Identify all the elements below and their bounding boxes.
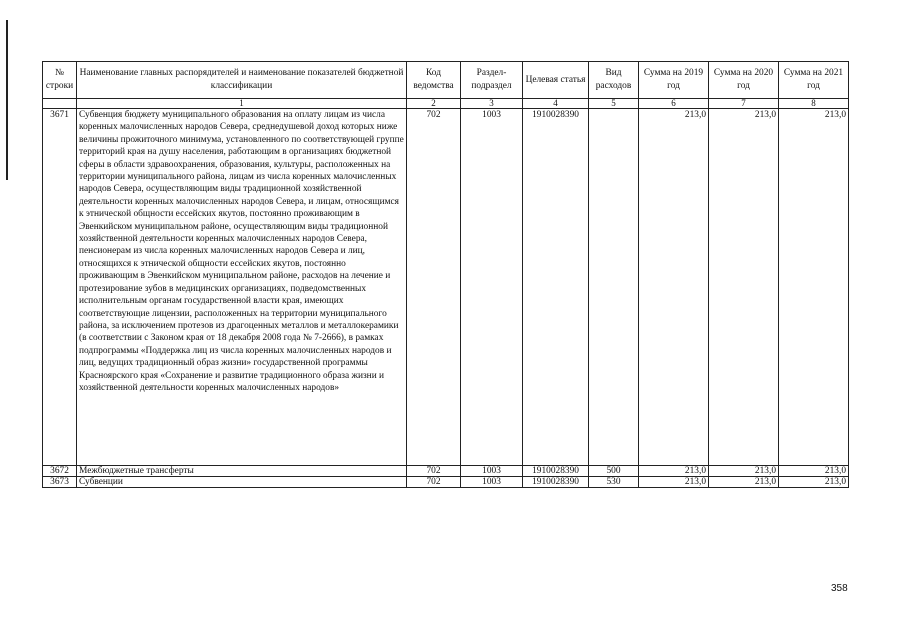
header-line-number: № строки <box>43 62 77 99</box>
sum-2021: 213,0 <box>779 109 849 466</box>
expense-type: 530 <box>589 477 639 488</box>
header-expense-type: Вид расходов <box>589 62 639 99</box>
column-number: 1 <box>77 99 407 109</box>
dept-code: 702 <box>407 477 461 488</box>
section-code: 1003 <box>461 477 523 488</box>
sum-2020: 213,0 <box>709 477 779 488</box>
header-sum-2019: Сумма на 2019 год <box>639 62 709 99</box>
sum-2019: 213,0 <box>639 109 709 466</box>
table-header-row <box>43 62 849 99</box>
column-number: 5 <box>589 99 639 109</box>
dept-code: 702 <box>407 109 461 466</box>
expense-type: 500 <box>589 466 639 477</box>
row-name: Межбюджетные трансферты <box>77 466 407 477</box>
header-dept-code: Код ведомства <box>407 62 461 99</box>
dept-code: 702 <box>407 466 461 477</box>
column-number: 3 <box>461 99 523 109</box>
line-number: 3672 <box>43 466 77 477</box>
expense-type <box>589 109 639 466</box>
binding-edge-line <box>6 20 8 180</box>
column-number-row <box>43 99 849 109</box>
column-number: 7 <box>709 99 779 109</box>
budget-table <box>42 61 849 488</box>
target-article: 1910028390 <box>523 477 589 488</box>
target-article: 1910028390 <box>523 466 589 477</box>
row-name: Субвенции <box>77 477 407 488</box>
line-number: 3671 <box>43 109 77 466</box>
line-number: 3673 <box>43 477 77 488</box>
header-name: Наименование главных распорядителей и наименование показателей бюджетной классификации <box>77 62 407 99</box>
column-number <box>43 99 77 109</box>
column-number: 8 <box>779 99 849 109</box>
header-section: Раздел- подраздел <box>461 62 523 99</box>
sum-2021: 213,0 <box>779 477 849 488</box>
table-row <box>43 109 849 466</box>
header-sum-2021: Сумма на 2021 год <box>779 62 849 99</box>
sum-2020: 213,0 <box>709 466 779 477</box>
sum-2019: 213,0 <box>639 477 709 488</box>
sum-2019: 213,0 <box>639 466 709 477</box>
header-target-article: Целевая статья <box>523 62 589 99</box>
row-name: Субвенция бюджету муниципального образования на оплату лицам из числа коренных малочисленных народов Севера, среднедушевой доход которых ниже величины прожиточного минимума, установленного по соответствующей группе территорий края на душу населения, работающим в организациях бюджетной сферы в области здравоохранения, образования, культуры, расположенных на территории муниципального района, лицам из числа коренных малочисленных народов Севера, осуществляющим виды традиционной хозяйственной деятельности коренных малочисленных народов Севера, и лицам, относящимся к этнической общности ессейских якутов, постоянно проживающим в Эвенкийском муниципальном районе, осуществляющим виды традиционной хозяйственной деятельности коренных малочисленных народов Севера, пенсионерам из числа коренных малочисленных народов Севера и лиц, относящихся к этнической общности ессейских якутов, постоянно проживающим в Эвенкийском муниципальном районе, расходов на лечение и протезирование зубов в медицинских организациях, подведомственных исполнительным органам государственной власти края, имеющих соответствующие лицензии, расположенных на территории муниципального района, за исключением протезов из драгоценных металлов и металлокерамики (в соответствии с Законом края от 18 декабря 2008 года № 7-2666), в рамках подпрограммы «Поддержка лиц из числа коренных малочисленных народов и лиц, ведущих традиционный образ жизни» государственной программы Красноярского края «Сохранение и развитие традиционного образа жизни и хозяйственной деятельности коренных малочисленных народов» <box>77 109 407 466</box>
page-number: 358 <box>831 583 848 594</box>
table-row <box>43 477 849 488</box>
column-number: 4 <box>523 99 589 109</box>
header-sum-2020: Сумма на 2020 год <box>709 62 779 99</box>
sum-2020: 213,0 <box>709 109 779 466</box>
table-row <box>43 466 849 477</box>
target-article: 1910028390 <box>523 109 589 466</box>
section-code: 1003 <box>461 466 523 477</box>
sum-2021: 213,0 <box>779 466 849 477</box>
section-code: 1003 <box>461 109 523 466</box>
column-number: 6 <box>639 99 709 109</box>
column-number: 2 <box>407 99 461 109</box>
